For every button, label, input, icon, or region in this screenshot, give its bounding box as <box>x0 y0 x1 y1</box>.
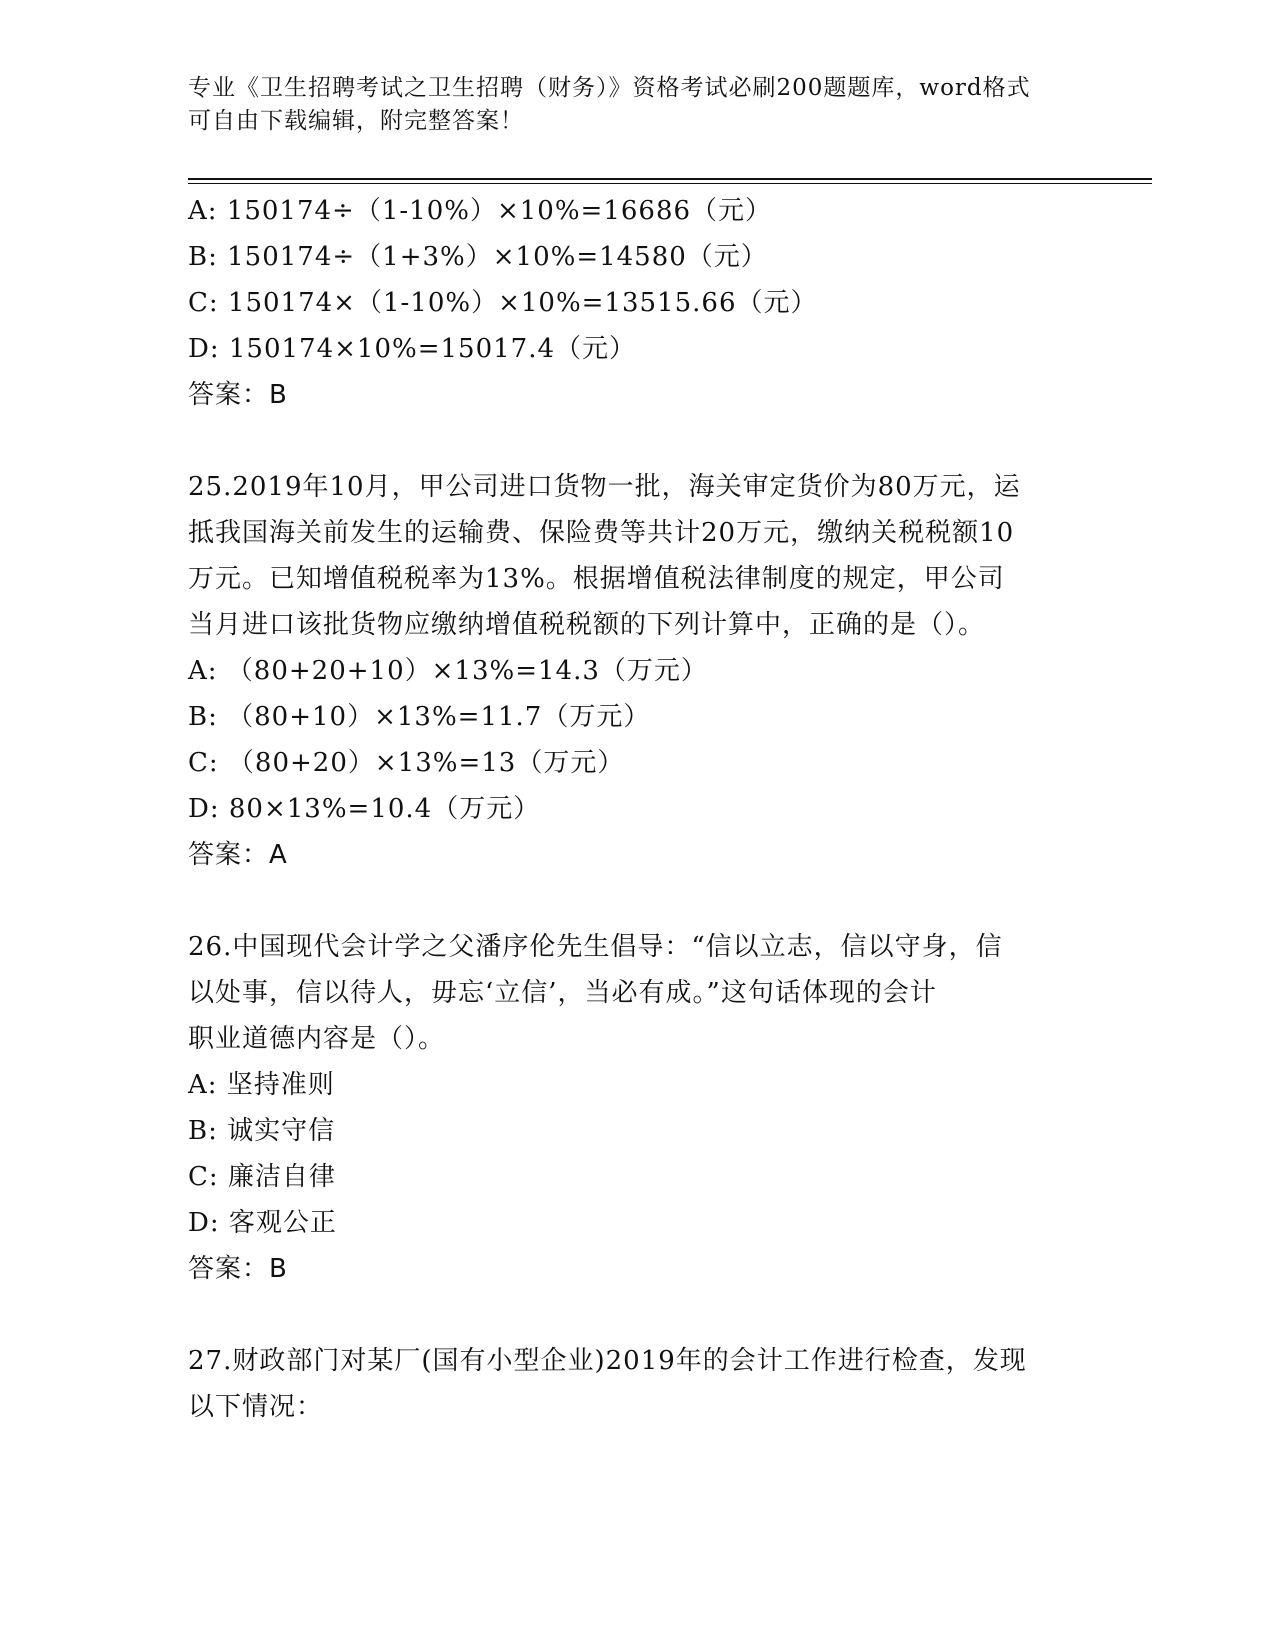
option-b: B: 诚实守信 <box>188 1116 336 1146</box>
question-block-24 <box>188 188 1088 418</box>
spacer <box>188 418 1088 464</box>
header-divider-thin <box>188 183 1152 184</box>
question-block-27 <box>188 1338 1088 1430</box>
option-a: A: 坚持准则 <box>188 1070 335 1100</box>
question-text-line: 26.中国现代会计学之父潘序伦先生倡导：“信以立志，信以守身，信 <box>188 932 1003 962</box>
option-b: B: （80+10）×13%=11.7（万元） <box>188 702 651 732</box>
spacer <box>188 1292 1088 1338</box>
option-c: C: 廉洁自律 <box>188 1162 336 1192</box>
answer-line: 答案：B <box>188 1254 288 1284</box>
answer-line: 答案：B <box>188 380 288 410</box>
page-header <box>188 72 1068 138</box>
question-block-25 <box>188 464 1088 878</box>
question-text-line: 职业道德内容是（）。 <box>188 1024 446 1054</box>
option-c: C: （80+20）×13%=13（万元） <box>188 748 625 778</box>
option-d: D: 80×13%=10.4（万元） <box>188 794 541 824</box>
option-a: A: （80+20+10）×13%=14.3（万元） <box>188 656 708 686</box>
question-content <box>188 188 1088 1430</box>
question-text-line: 以下情况： <box>188 1392 324 1422</box>
answer-line: 答案：A <box>188 840 288 870</box>
option-d: D: 150174×10%=15017.4（元） <box>188 334 636 364</box>
spacer <box>188 878 1088 924</box>
option-d: D: 客观公正 <box>188 1208 337 1238</box>
question-text-line: 以处事，信以待人，毋忘‘立信’，当必有成。”这句话体现的会计 <box>188 978 937 1008</box>
header-line-1: 专业《卫生招聘考试之卫生招聘（财务）》资格考试必刷200题题库，word格式 <box>188 75 1031 101</box>
header-divider-thick <box>188 178 1152 180</box>
option-c: C: 150174×（1-10%）×10%=13515.66（元） <box>188 288 818 318</box>
option-b: B: 150174÷（1+3%）×10%=14580（元） <box>188 242 768 272</box>
question-text-line: 27.财政部门对某厂(国有小型企业)2019年的会计工作进行检查，发现 <box>188 1346 1027 1376</box>
question-text-line: 25.2019年10月，甲公司进口货物一批，海关审定货价为80万元，运 <box>188 472 1021 502</box>
question-text-line: 抵我国海关前发生的运输费、保险费等共计20万元，缴纳关税税额10 <box>188 518 1015 548</box>
question-block-26 <box>188 924 1088 1292</box>
question-text-line: 万元。已知增值税税率为13%。根据增值税法律制度的规定，甲公司 <box>188 564 1005 594</box>
question-text-line: 当月进口该批货物应缴纳增值税税额的下列计算中，正确的是（）。 <box>188 610 986 640</box>
header-line-2: 可自由下载编辑，附完整答案！ <box>188 108 524 134</box>
option-a: A: 150174÷（1-10%）×10%=16686（元） <box>188 196 773 226</box>
